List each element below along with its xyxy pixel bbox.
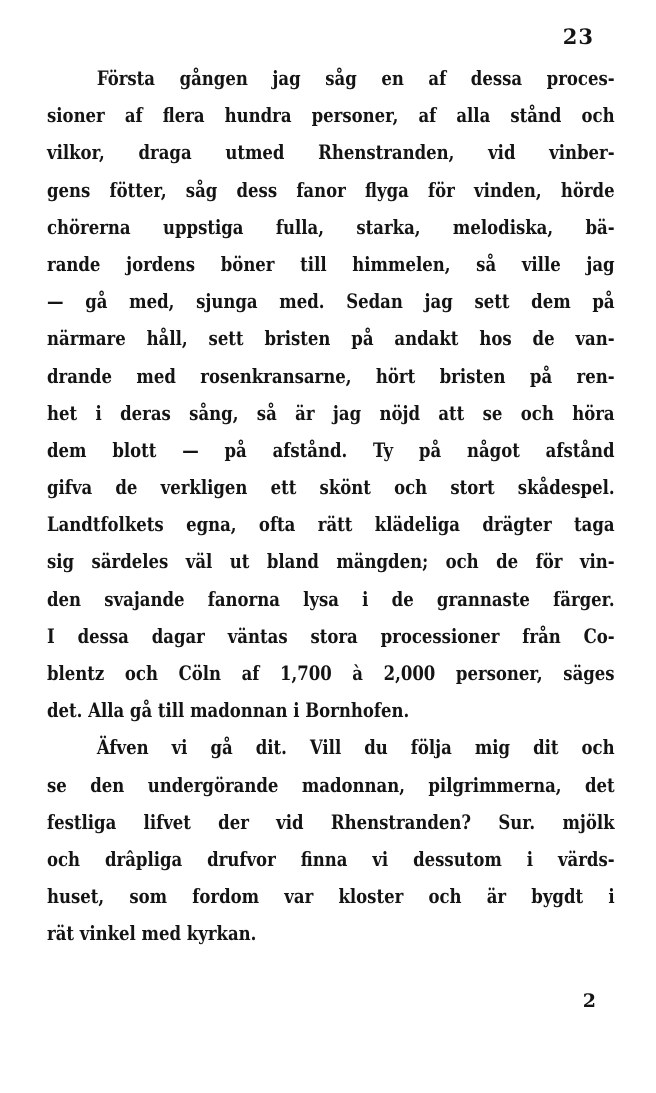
text-line: rande jordens böner till himmelen, så ville jag xyxy=(47,252,615,276)
text-line: festliga lifvet der vid Rhenstranden? Sur. mjölk xyxy=(47,810,615,834)
text-line: — gå med, sjunga med. Sedan jag sett dem på xyxy=(47,290,615,314)
signature-mark: 2 xyxy=(582,990,596,1012)
text-line: Äfven vi gå dit. Vill du följa mig dit och xyxy=(96,736,615,760)
text-line: och drâpliga drufvor finna vi dessutom i värds- xyxy=(47,847,615,871)
text-line: Första gången jag såg en af dessa proces- xyxy=(96,67,615,90)
text-line: dem blott — på afstånd. Ty på något afstånd xyxy=(47,438,615,462)
text-line: blentz och Cöln af 1,700 à 2,000 personer, säges xyxy=(47,662,615,685)
text-line: se den undergörande madonnan, pilgrimmerna, det xyxy=(47,773,615,797)
body-text xyxy=(47,60,615,953)
text-line: vilkor, draga utmed Rhenstranden, vid vinber- xyxy=(47,141,615,165)
text-line: den svajande fanorna lysa i de grannaste färger. xyxy=(47,587,615,611)
text-line: rät vinkel med kyrkan. xyxy=(47,922,257,946)
text-line: gens fötter, såg dess fanor flyga för vinden, hörde xyxy=(47,178,615,202)
paragraph-1 xyxy=(47,60,615,729)
text-line: drande med rosenkransarne, hört bristen på ren- xyxy=(47,364,615,388)
paragraph-2 xyxy=(47,729,615,952)
text-line: huset, som fordom var kloster och är bygdt i xyxy=(47,885,615,909)
text-line: Landtfolkets egna, ofta rätt klädeliga drägter taga xyxy=(47,513,615,537)
text-line: närmare håll, sett bristen på andakt hos de van- xyxy=(47,327,615,351)
text-line: sioner af flera hundra personer, af alla stånd och xyxy=(47,104,615,128)
text-line: gifva de verkligen ett skönt och stort skådespel. xyxy=(47,476,615,500)
text-line: det. Alla gå till madonnan i Bornhofen. xyxy=(47,699,410,723)
text-line: I dessa dagar väntas stora processioner från Co- xyxy=(47,624,615,648)
text-line: chörerna uppstiga fulla, starka, melodiska, bä- xyxy=(47,215,615,239)
page-number: 23 xyxy=(562,24,594,49)
text-line: het i deras sång, så är jag nöjd att se och höra xyxy=(47,401,615,425)
text-line: sig särdeles väl ut bland mängden; och de för vin- xyxy=(47,550,615,574)
